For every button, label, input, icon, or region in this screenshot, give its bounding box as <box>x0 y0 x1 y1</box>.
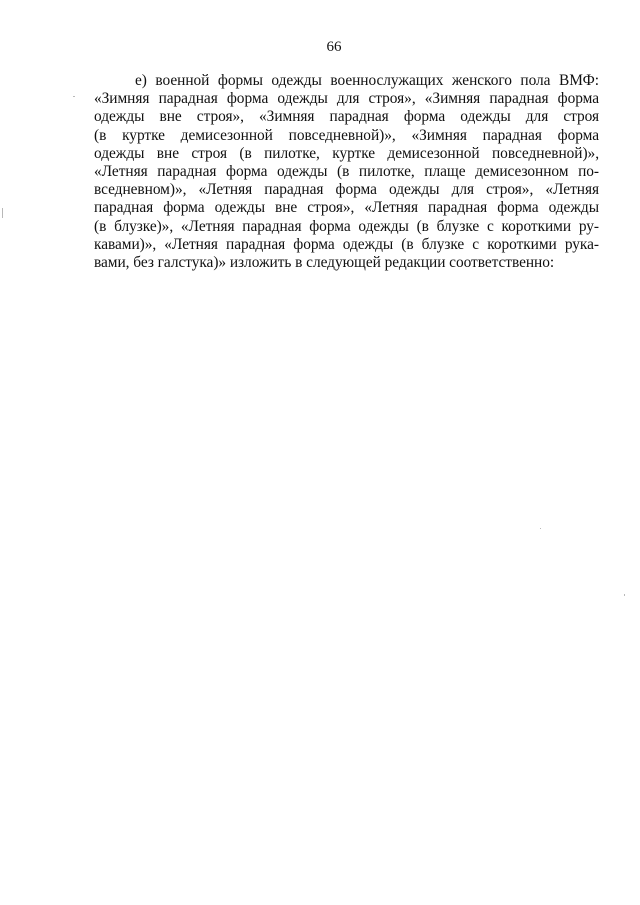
scan-artifact <box>73 96 75 97</box>
scan-artifact <box>624 594 625 596</box>
scan-artifact <box>540 528 541 529</box>
paragraph-line: парадная форма одежды вне строя», «Летняя парадная форма одежды <box>94 199 599 217</box>
paragraph-line: одежды вне строя (в пилотке, куртке демисезонной повседневной)», <box>94 144 599 162</box>
paragraph-line: (в куртке демисезонной повседневной)», «Зимняя парадная форма <box>94 126 599 144</box>
paragraph-line: кавами)», «Летняя парадная форма одежды (в блузке с короткими рука- <box>94 235 599 253</box>
page-number: 66 <box>326 39 342 55</box>
paragraph-line: вседневном)», «Летняя парадная форма одежды для строя», «Летняя <box>94 181 599 199</box>
paragraph-line: одежды вне строя», «Зимняя парадная форма одежды для строя <box>94 108 599 126</box>
body-paragraph <box>94 72 599 272</box>
paragraph-line: вами, без галстука)» изложить в следующей редакции соответственно: <box>94 254 555 272</box>
paragraph-line: «Зимняя парадная форма одежды для строя», «Зимняя парадная форма <box>94 90 599 108</box>
paragraph-line: е) военной формы одежды военнослужащих женского пола ВМФ: <box>135 72 599 89</box>
scan-artifact <box>2 208 3 218</box>
paragraph-line: «Летняя парадная форма одежды (в пилотке, плаще демисезонном по- <box>94 163 599 181</box>
paragraph-line: (в блузке)», «Летняя парадная форма одежды (в блузке с короткими ру- <box>94 217 599 235</box>
